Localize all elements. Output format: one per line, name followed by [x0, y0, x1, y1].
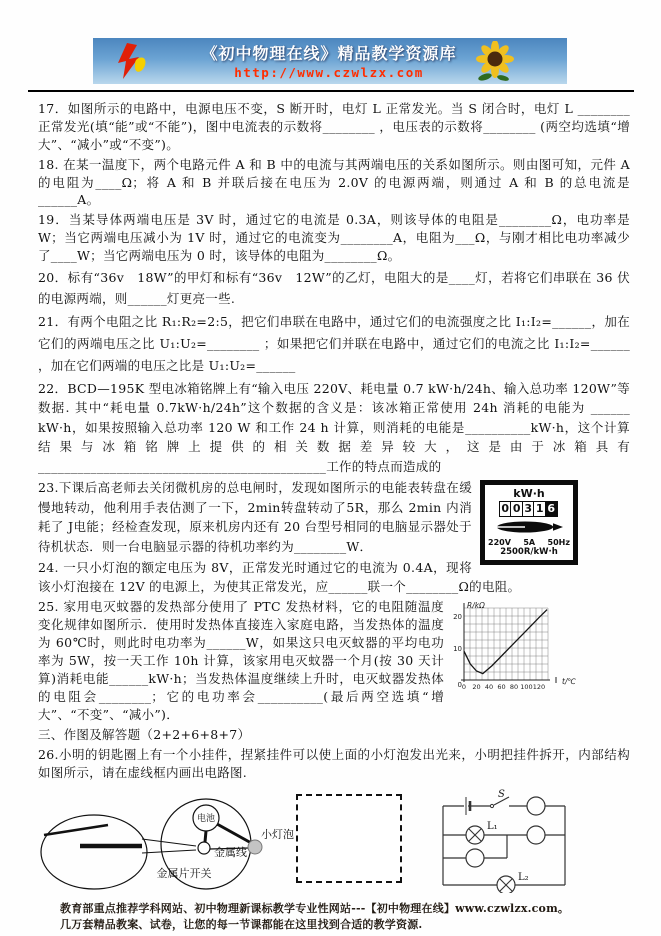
keychain-pendant-figure [28, 794, 296, 898]
footer-line-2: 几万套精品教案、试卷，让您的每一节课都能在这里找到合适的教学资源. [60, 918, 423, 931]
question-23: 23.下课后高老师去关闭微机房的总电闸时，发现如图所示的电能表转盘在缓慢地转动，他利用手表估测了一下，2min转盘转动了5R，那么 2min 内消耗了 J电能；经检查发现，原来机房内还有 20 台型号相同的电脑显示器处于待机状态．则一台电脑显示器的待机功率约为________W． [38, 480, 472, 554]
circuit-drawing-box[interactable] [296, 794, 402, 883]
y-tick: 20 [453, 613, 462, 621]
y-tick: 10 [453, 645, 462, 653]
meter-circle [466, 849, 484, 867]
figure-row [38, 788, 630, 898]
switch-label: 金属片开关 [156, 867, 212, 880]
contact-junction [198, 842, 210, 854]
site-banner [93, 38, 567, 84]
meter-revolutions: 2500R/kW·h [500, 547, 558, 557]
question-20: 20．标有“36v 18W”的甲灯和标有“36v 12W”的乙灯，电阻大的是____灯，若将它们串联在 36 伏的电源两端，则______灯更亮一些. [38, 269, 630, 306]
bulb-icon [248, 840, 262, 854]
meter-voltage: 220V [488, 538, 511, 547]
page-footer [60, 901, 630, 933]
meter-circle [527, 826, 545, 844]
x-tick: 60 [497, 683, 506, 691]
question-19: 19．当某导体两端电压是 3V 时，通过它的电流是 0.3A，则该导体的电阻是________Ω，电功率是 W；当它两端电压减小为 1V 时，通过它的电流变为________A，电阻为___Ω，与刚才相比电功率减少了____W；当它两端电压为 0 时，该导体的电阻为________Ω。 [38, 211, 630, 263]
meter-current: 5A [523, 538, 536, 547]
x-axis-label: t/℃ [562, 677, 576, 686]
meter-digit-decimal: 6 [545, 501, 558, 517]
reference-circuit-figure [435, 788, 595, 897]
graph-grid [464, 608, 548, 680]
question-body [38, 100, 630, 933]
sunflower-icon [475, 41, 515, 87]
x-tick: 40 [484, 683, 494, 691]
meter-unit-label: kW·h [513, 487, 545, 500]
x-tick: 120 [532, 683, 546, 691]
meter-digit: 3 [522, 501, 535, 517]
switch-S-label: S [498, 789, 505, 800]
banner-text [179, 41, 479, 80]
banner-url-link[interactable]: http://www.czwlzx.com [234, 65, 424, 80]
meter-ratings [487, 538, 571, 547]
meter-digit-register [487, 501, 571, 517]
lamp-L2-icon [497, 876, 515, 893]
header-divider [28, 90, 634, 92]
meter-circle [527, 797, 545, 815]
battery-lead [205, 831, 206, 842]
energy-meter-figure [480, 480, 578, 565]
lamp-L1-label: L₁ [487, 821, 498, 832]
lamp-L1-icon [466, 826, 484, 844]
footer-line-1: 教育部重点推荐学科网站、初中物理新课标教学专业性网站---【初中物理在线】www.czwlzx.com。 [60, 902, 570, 915]
meter-frequency: 50Hz [547, 538, 570, 547]
y-tick: 0 [457, 681, 462, 689]
meter-disc-icon [487, 519, 571, 538]
question-21: 21．有两个电阻之比 R₁:R₂=2:5，把它们串联在电路中，通过它们的电流强度之比 I₁:I₂=______，加在它们的两端电压之比 U₁:U₂=________ ；如果把它们并联在电路中，通过它们的电流之比 I₁:I₂=______ ，加在它们两端的电压之比是 U₁:U₂=______ [38, 313, 630, 373]
question-24: 24. 一只小灯泡的额定电压为 8V，正常发光时通过它的电流为 0.4A，现将该小灯泡接在 12V 的电源上，为使其正常发光，应______联一个________Ω的电阻。 [38, 560, 521, 594]
bulb-label: 小灯泡 [261, 828, 294, 841]
site-logo-icon [113, 41, 151, 85]
section-heading: 三、作图及解答题（2+2+6+8+7） [38, 727, 251, 742]
connector [142, 839, 196, 853]
battery-label: 电池 [196, 814, 216, 824]
x-tick: 0 [461, 683, 467, 691]
x-tick: 100 [520, 683, 533, 691]
key-blade [44, 825, 108, 835]
question-17: 17．如图所示的电路中，电源电压不变，S 断开时，电灯 L 正常发光。当 S 闭合时，电灯 L ________ 正常发光(填“能”或“不能”)，图中电流表的示数将________ ，电压表的示数将________ (两空均选填“增大”、“减小”或“不变”)。 [38, 101, 630, 152]
question-18: 18. 在某一温度下，两个电路元件 A 和 B 中的电流与其两端电压的关系如图所示。则由图可知，元件 A 的电阻为____Ω；将 A 和 B 并联后接在电压为 2.0V 的电源两端，则通过 A 和 B 的总电流是______A。 [38, 157, 630, 207]
y-axis-label: R/kΩ [467, 601, 485, 610]
meter-digit: 0 [510, 501, 523, 517]
question-22: 22．BCD—195K 型电冰箱铭牌上有“输入电压 220V、耗电量 0.7 kW·h/24h、输入总功率 120W”等数据. 其中“耗电量 0.7kW·h/24h”这个数据的含义是：该冰箱正常使用 24h 消耗的电能为 ______ kW·h，如果按照输入总功率 120 W 和工作 24 h 计算，则消耗的电能是__________kW·h，这个计算结果与冰箱铭牌上提供的相关数据差异较大，这是由于冰箱具有____________________________________________工作的特点而造成的 [38, 380, 630, 474]
meter-digit: 1 [533, 501, 546, 517]
x-tick: 20 [472, 683, 481, 691]
banner-title: 《初中物理在线》精品教学资源库 [201, 44, 457, 63]
question-26: 26.小明的钥匙圈上有一个小挂件，捏紧挂件可以使上面的小灯泡发出光来，小明把挂件拆开，内部结构如图所示，请在虚线框内画出电路图. [38, 747, 630, 780]
x-tick: 80 [509, 683, 519, 691]
meter-digit: 0 [499, 501, 512, 517]
wire-label: 金属线 [214, 846, 247, 859]
lamp-L2-label: L₂ [518, 872, 529, 883]
question-25: 25. 家用电灭蚊器的发热部分使用了 PTC 发热材料，它的电阻随温度变化规律如图所示．使用时发热体直接连入家庭电路，当发热体的温度为 60℃时，则此时电功率为______W，如果这只电灭蚊器的平均电功率为 5W，按一天工作 10h 计算，该家用电灭蚊器一个月(按 30 天计算)消耗电能______kW·h；当发热体温度继续上升时，电灭蚊器发热体的电阻会________；它的电功率会__________(最后两空选填“增大”、“不变”、“减小”)． [38, 599, 444, 722]
ptc-resistance-graph [450, 600, 630, 700]
